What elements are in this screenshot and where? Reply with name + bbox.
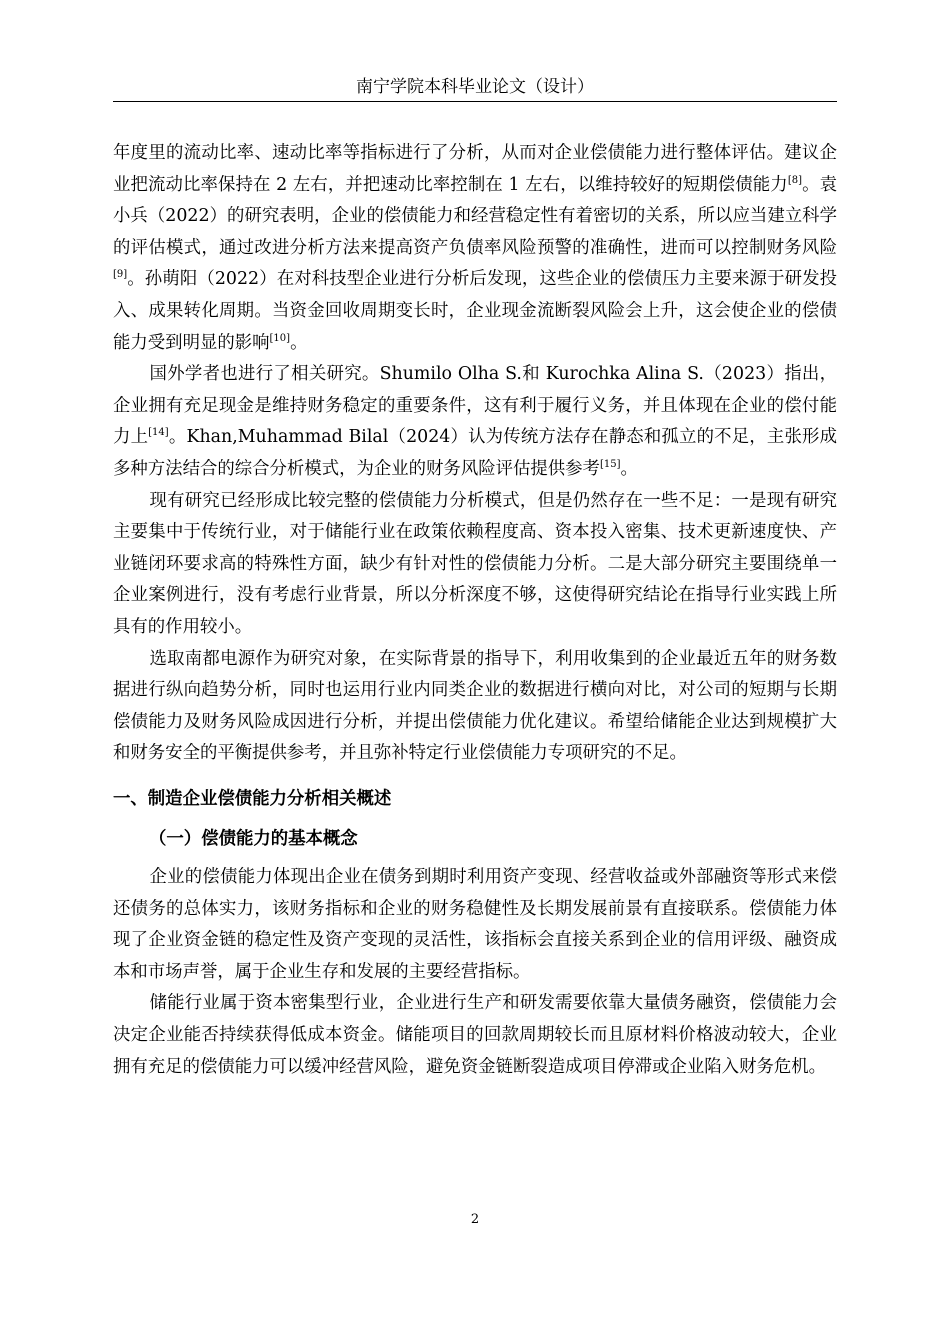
header-rule (113, 101, 837, 102)
paragraph-2-text-c: 。 (620, 458, 638, 479)
citation-14: [14] (148, 427, 169, 439)
paragraph-2 (113, 359, 837, 485)
paragraph-4: 选取南都电源作为研究对象，在实际背景的指导下，利用收集到的企业最近五年的财务数据进行纵向趋势分析，同时也运用行业内同类企业的数据进行横向对比，对公司的短期与长期偿债能力及财务风险成因进行分析，并提出偿债能力优化建议。希望给储能企业达到规模扩大和财务安全的平衡提供参考，并且弥补特定行业偿债能力专项研究的不足。 (113, 648, 837, 764)
page-body (113, 138, 837, 1083)
paragraph-1-text-a: 年度里的流动比率、速动比率等指标进行了分析，从而对企业偿债能力进行整体评估。建议企业把流动比率保持在 2 左右，并把速动比率控制在 1 左右，以维持较好的短期偿债能力 (113, 143, 837, 195)
page-number: 2 (470, 1212, 480, 1227)
paragraph-1-text-c: 。孙萌阳（2022）在对科技型企业进行分析后发现，这些企业的偿债压力主要来源于研发投入、成果转化周期。当资金回收周期变长时，企业现金流断裂风险会上升，这会使企业的偿债能力受到明显的影响 (113, 269, 837, 353)
paragraph-6: 储能行业属于资本密集型行业，企业进行生产和研发需要依靠大量债务融资，偿债能力会决定企业能否持续获得低成本资金。储能项目的回款周期较长而且原材料价格波动较大，企业拥有充足的偿债能力可以缓冲经营风险，避免资金链断裂造成项目停滞或企业陷入财务危机。 (113, 993, 837, 1077)
citation-9: [9] (113, 269, 128, 281)
paragraph-1 (113, 138, 837, 359)
subsection-heading-1: （一）偿债能力的基本概念 (149, 829, 358, 850)
paragraph-5: 企业的偿债能力体现出企业在债务到期时利用资产变现、经营收益或外部融资等形式来偿还债务的总体实力，该财务指标和企业的财务稳健性及长期发展前景有直接联系。偿债能力体现了企业资金链的稳定性及资产变现的灵活性，该指标会直接关系到企业的信用评级、融资成本和市场声誉，属于企业生存和发展的主要经营指标。 (113, 867, 837, 982)
citation-10: [10] (269, 332, 291, 344)
section-heading-1: 一、制造企业偿债能力分析相关概述 (113, 788, 392, 809)
paragraph-2-text-a: 国外学者也进行了相关研究。Shumilo Olha S.和 Kurochka Alina S.（2023）指出，企业拥有充足现金是维持财务稳定的重要条件，这有利于履行义务，并且体现在企业的偿付能力上 (113, 364, 837, 448)
paragraph-2-text-b: 。Khan,Muhammad Bilal（2024）认为传统方法存在静态和孤立的不足，主张形成多种方法结合的综合分析模式，为企业的财务风险评估提供参考 (113, 427, 837, 479)
citation-8: [8] (787, 174, 802, 186)
running-header: 南宁学院本科毕业论文（设计） (356, 77, 594, 97)
paragraph-3: 现有研究已经形成比较完整的偿债能力分析模式，但是仍然存在一些不足：一是现有研究主要集中于传统行业，对于储能行业在政策依赖程度高、资本投入密集、技术更新速度快、产业链闭环要求高的特殊性方面，缺少有针对性的偿债能力分析。二是大部分研究主要围绕单一企业案例进行，没有考虑行业背景，所以分析深度不够，这使得研究结论在指导行业实践上所具有的作用较小。 (113, 490, 837, 637)
citation-15: [15] (599, 458, 621, 470)
paragraph-1-text-d: 。 (290, 332, 308, 353)
paragraph-1-text-b: 。袁小兵（2022）的研究表明，企业的偿债能力和经营稳定性有着密切的关系，所以应当建立科学的评估模式，通过改进分析方法来提高资产负债率风险预警的准确性，进而可以控制财务风险 (113, 174, 837, 258)
